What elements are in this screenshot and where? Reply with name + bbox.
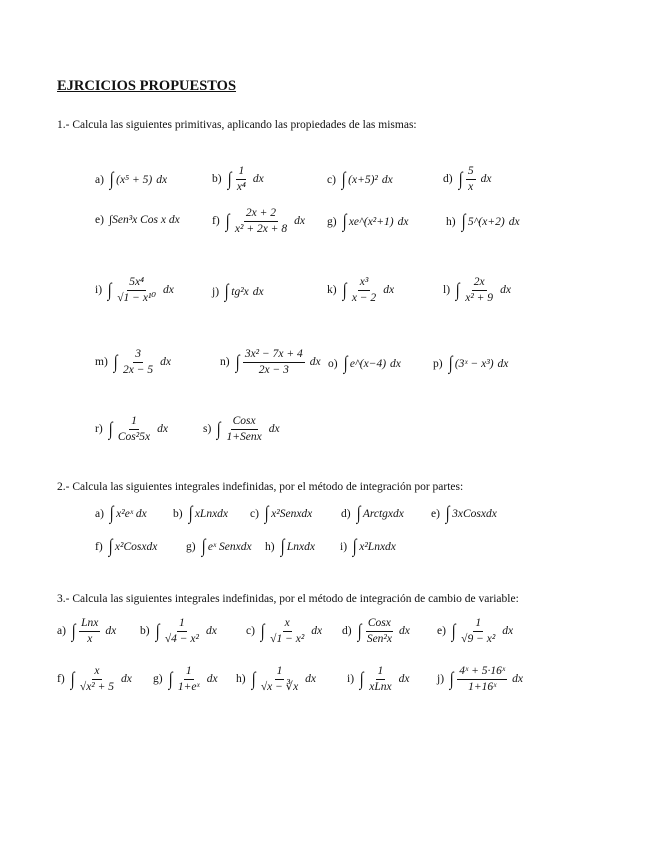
exercise-2c xyxy=(250,504,312,523)
numerator: 2x xyxy=(472,276,487,291)
fraction xyxy=(466,165,476,193)
denominator: x² + 2x + 8 xyxy=(234,222,288,235)
integral-sign: ∫ xyxy=(461,211,466,232)
differential: dx xyxy=(311,625,323,638)
exercise-label: a) xyxy=(57,625,66,638)
exercise-1o xyxy=(328,354,401,373)
exercise-1i xyxy=(95,276,174,304)
exercise-label: d) xyxy=(342,625,352,638)
integral-sign: ∫ xyxy=(201,536,206,557)
numerator: 5 xyxy=(466,165,476,180)
numerator: 1 xyxy=(376,665,386,680)
exercise-label: e) xyxy=(437,625,446,638)
exercise-label: i) xyxy=(95,284,103,297)
integrand: 3xCosxdx xyxy=(452,507,497,520)
denominator: x⁴ xyxy=(236,180,246,193)
section-3-statement: 3.- Calcula las siguientes integrales indefinidas, por el método de integración de cambio de variable: xyxy=(57,593,519,605)
fraction xyxy=(78,665,116,693)
denominator: 2x − 5 xyxy=(123,363,154,376)
exercise-1a xyxy=(95,170,167,189)
fraction xyxy=(163,617,201,645)
exercise-3i xyxy=(347,665,409,693)
numerator: 1 xyxy=(177,617,187,632)
differential: dx xyxy=(162,284,174,297)
fraction xyxy=(459,617,497,645)
differential: dx xyxy=(157,423,168,436)
exercise-2i xyxy=(340,537,396,556)
numerator: x xyxy=(92,665,101,680)
exercise-label: i) xyxy=(347,673,355,686)
integral-sign: ∫ xyxy=(70,668,75,690)
exercise-label: m) xyxy=(95,356,108,369)
exercise-1m xyxy=(95,348,171,376)
fraction xyxy=(79,617,100,645)
fraction xyxy=(243,348,305,376)
exercise-label: j) xyxy=(212,285,220,298)
denominator: 1+Senx xyxy=(226,430,262,443)
numerator: 4ˣ + 5·16ˣ xyxy=(457,665,507,680)
integral-sign: ∫ xyxy=(342,211,347,232)
exercise-label: c) xyxy=(246,625,255,638)
integral-sign: ∫ xyxy=(448,353,453,374)
integrand: x²eˣ dx xyxy=(116,507,147,520)
integrand: xe^(x²+1) xyxy=(348,215,394,228)
differential: dx xyxy=(512,673,523,686)
integrand: ∫Sen³x Cos x dx xyxy=(108,214,180,226)
denominator: √x² + 5 xyxy=(79,680,115,693)
integrand: eˣ Senxdx xyxy=(207,540,252,553)
denominator: √1 − x¹⁰ xyxy=(117,291,156,304)
numerator: 3x² − 7x + 4 xyxy=(243,348,305,363)
integrand: Arctgxdx xyxy=(362,507,404,520)
integral-sign: ∫ xyxy=(343,353,348,374)
integral-sign: ∫ xyxy=(357,620,362,642)
exercise-1l xyxy=(443,276,511,304)
numerator: 1 xyxy=(236,165,246,180)
exercise-3d xyxy=(342,617,410,645)
exercise-label: a) xyxy=(95,507,104,520)
integrand: (x+5)² xyxy=(348,173,378,186)
exercise-1f xyxy=(212,207,305,235)
integrand: x²Senxdx xyxy=(271,507,313,520)
exercise-label: n) xyxy=(220,356,230,369)
exercise-2d xyxy=(341,504,404,523)
numerator: 2x + 2 xyxy=(244,207,278,222)
numerator: 1 xyxy=(275,665,285,680)
integral-sign: ∫ xyxy=(109,169,114,190)
integral-sign: ∫ xyxy=(224,281,229,302)
fraction xyxy=(115,276,158,304)
exercise-label: b) xyxy=(140,625,150,638)
exercise-label: d) xyxy=(443,173,453,186)
exercise-1k xyxy=(327,276,394,304)
numerator: x³ xyxy=(358,276,371,291)
differential: dx xyxy=(502,625,514,638)
integral-sign: ∫ xyxy=(225,210,230,232)
integral-sign: ∫ xyxy=(188,503,193,524)
exercise-label: e) xyxy=(431,507,440,520)
differential: dx xyxy=(121,673,132,686)
integral-sign: ∫ xyxy=(155,620,160,642)
fraction xyxy=(121,348,155,376)
integral-sign: ∫ xyxy=(260,620,265,642)
denominator: x xyxy=(468,180,474,193)
exercise-label: g) xyxy=(327,215,337,228)
exercise-2h xyxy=(265,537,315,556)
differential: dx xyxy=(381,173,393,186)
integral-sign: ∫ xyxy=(359,668,364,690)
numerator: Lnx xyxy=(79,617,100,632)
exercise-label: b) xyxy=(173,507,183,520)
differential: dx xyxy=(397,215,409,228)
exercise-2g xyxy=(186,537,252,556)
exercise-label: c) xyxy=(250,507,259,520)
integrand: tg²x xyxy=(231,285,249,298)
integrand: Lnxdx xyxy=(286,540,315,553)
section-2-statement: 2.- Calcula las siguientes integrales indefinidas, por el método de integración por partes: xyxy=(57,481,464,493)
denominator: x − 2 xyxy=(351,291,377,304)
exercise-2a xyxy=(95,504,147,523)
exercise-3h xyxy=(236,665,316,693)
exercise-1j xyxy=(212,282,264,301)
fraction xyxy=(235,165,248,193)
exercise-label: l) xyxy=(443,284,451,297)
integrand: (3ˣ − x³) xyxy=(454,357,494,370)
integral-sign: ∫ xyxy=(264,503,269,524)
integrand: x²Cosxdx xyxy=(114,540,158,553)
fraction xyxy=(350,276,378,304)
integral-sign: ∫ xyxy=(71,620,76,642)
denominator: x² + 9 xyxy=(465,291,494,304)
integral-sign: ∫ xyxy=(113,351,118,373)
differential: dx xyxy=(160,356,171,369)
integrand: xLnxdx xyxy=(194,507,229,520)
exercise-1h xyxy=(446,212,520,231)
integrand: (x⁵ + 5) xyxy=(116,173,153,186)
exercise-label: d) xyxy=(341,507,351,520)
integral-sign: ∫ xyxy=(108,536,113,557)
exercise-label: r) xyxy=(95,423,103,436)
exercise-3g xyxy=(153,665,218,693)
exercise-1b xyxy=(212,165,264,193)
exercise-1s xyxy=(203,415,280,443)
integral-sign: ∫ xyxy=(107,279,112,301)
exercise-3a xyxy=(57,617,116,645)
exercise-3c xyxy=(246,617,322,645)
exercise-label: p) xyxy=(433,357,443,370)
fraction xyxy=(457,665,507,693)
exercise-label: s) xyxy=(203,423,212,436)
exercise-label: o) xyxy=(328,357,338,370)
integral-sign: ∫ xyxy=(216,418,221,440)
denominator: 1+eˣ xyxy=(177,680,200,693)
differential: dx xyxy=(383,284,395,297)
denominator: 1+16ˣ xyxy=(468,680,497,693)
exercise-label: c) xyxy=(327,173,336,186)
differential: dx xyxy=(480,173,492,186)
differential: dx xyxy=(508,215,520,228)
differential: dx xyxy=(305,673,317,686)
denominator: x xyxy=(87,632,93,645)
exercise-label: h) xyxy=(265,540,275,553)
section-1-statement: 1.- Calcula las siguientes primitivas, aplicando las propiedades de las mismas: xyxy=(57,119,417,131)
denominator: √x − ∛x xyxy=(260,680,299,693)
integral-sign: ∫ xyxy=(108,418,113,440)
integral-sign: ∫ xyxy=(235,351,240,373)
differential: dx xyxy=(205,625,217,638)
exercise-label: e) xyxy=(95,214,104,226)
integrand: e^(x−4) xyxy=(349,357,387,370)
exercise-2e xyxy=(431,504,497,523)
differential: dx xyxy=(206,673,218,686)
differential: dx xyxy=(398,673,410,686)
exercise-label: j) xyxy=(437,673,445,686)
integral-sign: ∫ xyxy=(109,503,114,524)
differential: dx xyxy=(398,625,410,638)
integral-sign: ∫ xyxy=(168,668,173,690)
numerator: 1 xyxy=(473,617,483,632)
fraction xyxy=(463,276,495,304)
integral-sign: ∫ xyxy=(352,536,357,557)
numerator: Cosx xyxy=(366,617,393,632)
integral-sign: ∫ xyxy=(455,279,460,301)
integral-sign: ∫ xyxy=(227,168,232,190)
exercise-label: k) xyxy=(327,284,337,297)
fraction xyxy=(365,617,394,645)
exercise-label: b) xyxy=(212,173,222,186)
numerator: 5x⁴ xyxy=(127,276,146,291)
exercise-1g xyxy=(327,212,408,231)
fraction xyxy=(176,665,202,693)
numerator: 3 xyxy=(133,348,143,363)
exercise-label: h) xyxy=(236,673,246,686)
exercise-label: g) xyxy=(153,673,163,686)
exercise-label: h) xyxy=(446,215,456,228)
exercise-1r xyxy=(95,415,168,443)
exercise-1p xyxy=(433,354,508,373)
numerator: 1 xyxy=(184,665,194,680)
fraction xyxy=(116,415,152,443)
numerator: x xyxy=(283,617,292,632)
differential: dx xyxy=(156,173,168,186)
fraction xyxy=(225,415,264,443)
differential: dx xyxy=(268,423,280,436)
exercise-label: f) xyxy=(212,215,220,228)
exercise-label: i) xyxy=(340,540,348,553)
integral-sign: ∫ xyxy=(341,169,346,190)
denominator: xLnx xyxy=(369,680,392,693)
differential: dx xyxy=(252,285,264,298)
denominator: Cos²5x xyxy=(117,430,151,443)
integral-sign: ∫ xyxy=(342,279,347,301)
integral-sign: ∫ xyxy=(445,503,450,524)
exercise-label: g) xyxy=(186,540,196,553)
denominator: 2x − 3 xyxy=(258,363,289,376)
differential: dx xyxy=(252,173,264,186)
fraction xyxy=(268,617,306,645)
integral-sign: ∫ xyxy=(449,668,454,690)
exercise-2b xyxy=(173,504,228,523)
differential: dx xyxy=(105,625,117,638)
differential: dx xyxy=(294,215,305,228)
exercise-1n xyxy=(220,348,321,376)
differential: dx xyxy=(500,284,511,297)
integrand: 5^(x+2) xyxy=(467,215,505,228)
exercise-3e xyxy=(437,617,513,645)
denominator: √1 − x² xyxy=(270,632,305,645)
page-title: EJRCICIOS PROPUESTOS xyxy=(57,78,237,94)
integral-sign: ∫ xyxy=(251,668,256,690)
fraction xyxy=(233,207,289,235)
denominator: √9 − x² xyxy=(461,632,496,645)
exercise-3j xyxy=(437,665,523,693)
exercise-label: f) xyxy=(95,540,103,553)
exercise-label: a) xyxy=(95,173,104,186)
fraction xyxy=(367,665,393,693)
exercise-label: f) xyxy=(57,673,65,686)
integral-sign: ∫ xyxy=(458,168,463,190)
differential: dx xyxy=(309,356,321,369)
exercise-2f xyxy=(95,537,157,556)
numerator: Cosx xyxy=(231,415,258,430)
fraction xyxy=(259,665,300,693)
integral-sign: ∫ xyxy=(451,620,456,642)
integrand: x²Lnxdx xyxy=(359,540,396,553)
exercise-1d xyxy=(443,165,491,193)
integral-sign: ∫ xyxy=(356,503,361,524)
exercise-1c xyxy=(327,170,393,189)
integral-sign: ∫ xyxy=(280,536,285,557)
differential: dx xyxy=(497,357,509,370)
exercise-3b xyxy=(140,617,217,645)
denominator: Sen²x xyxy=(366,632,392,645)
exercise-3f xyxy=(57,665,132,693)
exercise-1e xyxy=(95,214,180,226)
numerator: 1 xyxy=(129,415,139,430)
differential: dx xyxy=(390,357,401,370)
denominator: √4 − x² xyxy=(164,632,199,645)
